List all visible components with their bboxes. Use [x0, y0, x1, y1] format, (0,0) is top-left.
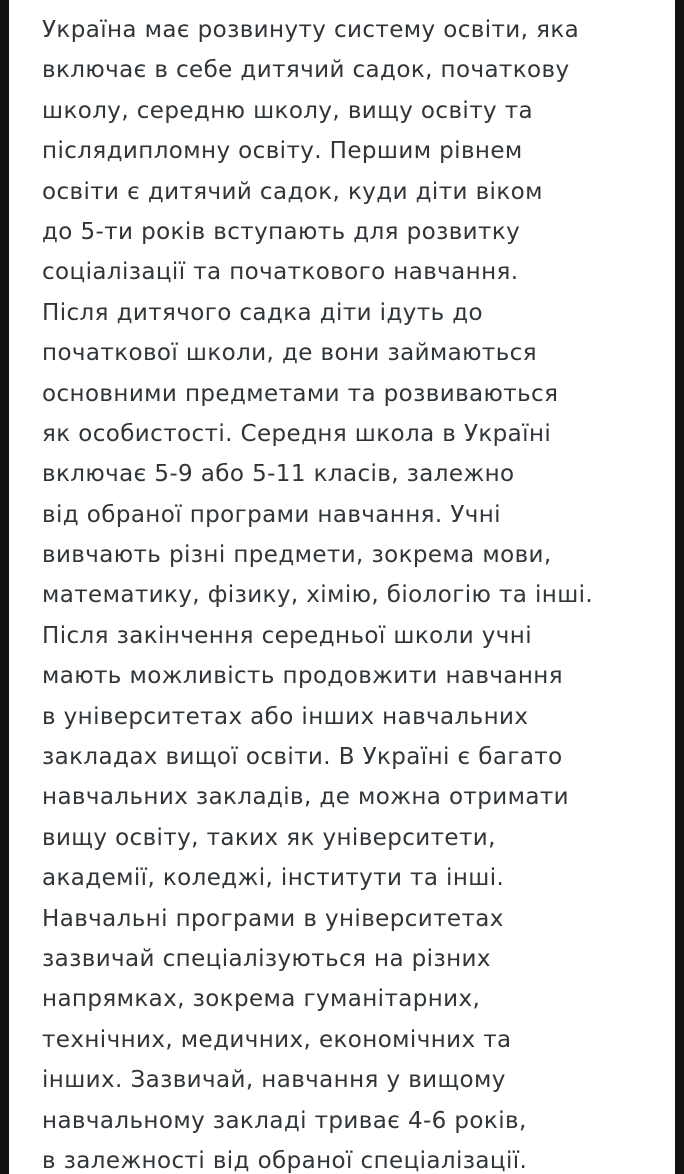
- text-line: початкової школи, де вони займаються: [42, 340, 537, 367]
- text-line: навчальному закладі триває 4-6 років,: [42, 1107, 527, 1134]
- text-line: післядипломну освіту. Першим рівнем: [42, 138, 523, 165]
- text-line: мають можливість продовжити навчання: [42, 663, 563, 690]
- text-line: як особистості. Середня школа в Україні: [42, 420, 552, 447]
- left-border: [0, 0, 9, 1174]
- text-line: вивчають різні предмети, зокрема мови,: [42, 542, 552, 569]
- text-line: закладах вищої освіти. В Україні є багато: [42, 744, 563, 771]
- text-line: основними предметами та розвиваються: [42, 380, 559, 407]
- text-line: включає 5-9 або 5-11 класів, залежно: [42, 461, 515, 488]
- text-line: соціалізації та початкового навчання.: [42, 259, 519, 286]
- text-line: Навчальні програми в університетах: [42, 905, 504, 932]
- document-text: [42, 10, 652, 1174]
- text-line: в залежності від обраної спеціалізації.: [42, 1147, 528, 1174]
- text-line: навчальних закладів, де можна отримати: [42, 784, 569, 811]
- text-line: академії, коледжі, інститути та інші.: [42, 865, 505, 892]
- text-line: напрямках, зокрема гуманітарних,: [42, 986, 481, 1013]
- text-line: математику, фізику, хімію, біологію та інші.: [42, 582, 594, 609]
- text-line: від обраної програми навчання. Учні: [42, 501, 501, 528]
- right-border: [675, 0, 684, 1174]
- text-line: технічних, медичних, економічних та: [42, 1026, 512, 1053]
- text-line: Після дитячого садка діти ідуть до: [42, 299, 484, 326]
- text-line: освіти є дитячий садок, куди діти віком: [42, 178, 543, 205]
- text-line: Після закінчення середньої школи учні: [42, 622, 532, 649]
- text-line: до 5-ти років вступають для розвитку: [42, 218, 521, 245]
- text-line: включає в себе дитячий садок, початкову: [42, 57, 570, 84]
- text-line: інших. Зазвичай, навчання у вищому: [42, 1067, 506, 1094]
- text-line: вищу освіту, таких як університети,: [42, 824, 496, 851]
- text-line: школу, середню школу, вищу освіту та: [42, 97, 534, 124]
- text-line: в університетах або інших навчальних: [42, 703, 529, 730]
- text-line: зазвичай спеціалізуються на різних: [42, 945, 491, 972]
- text-line: Україна має розвинуту систему освіти, яка: [42, 17, 580, 43]
